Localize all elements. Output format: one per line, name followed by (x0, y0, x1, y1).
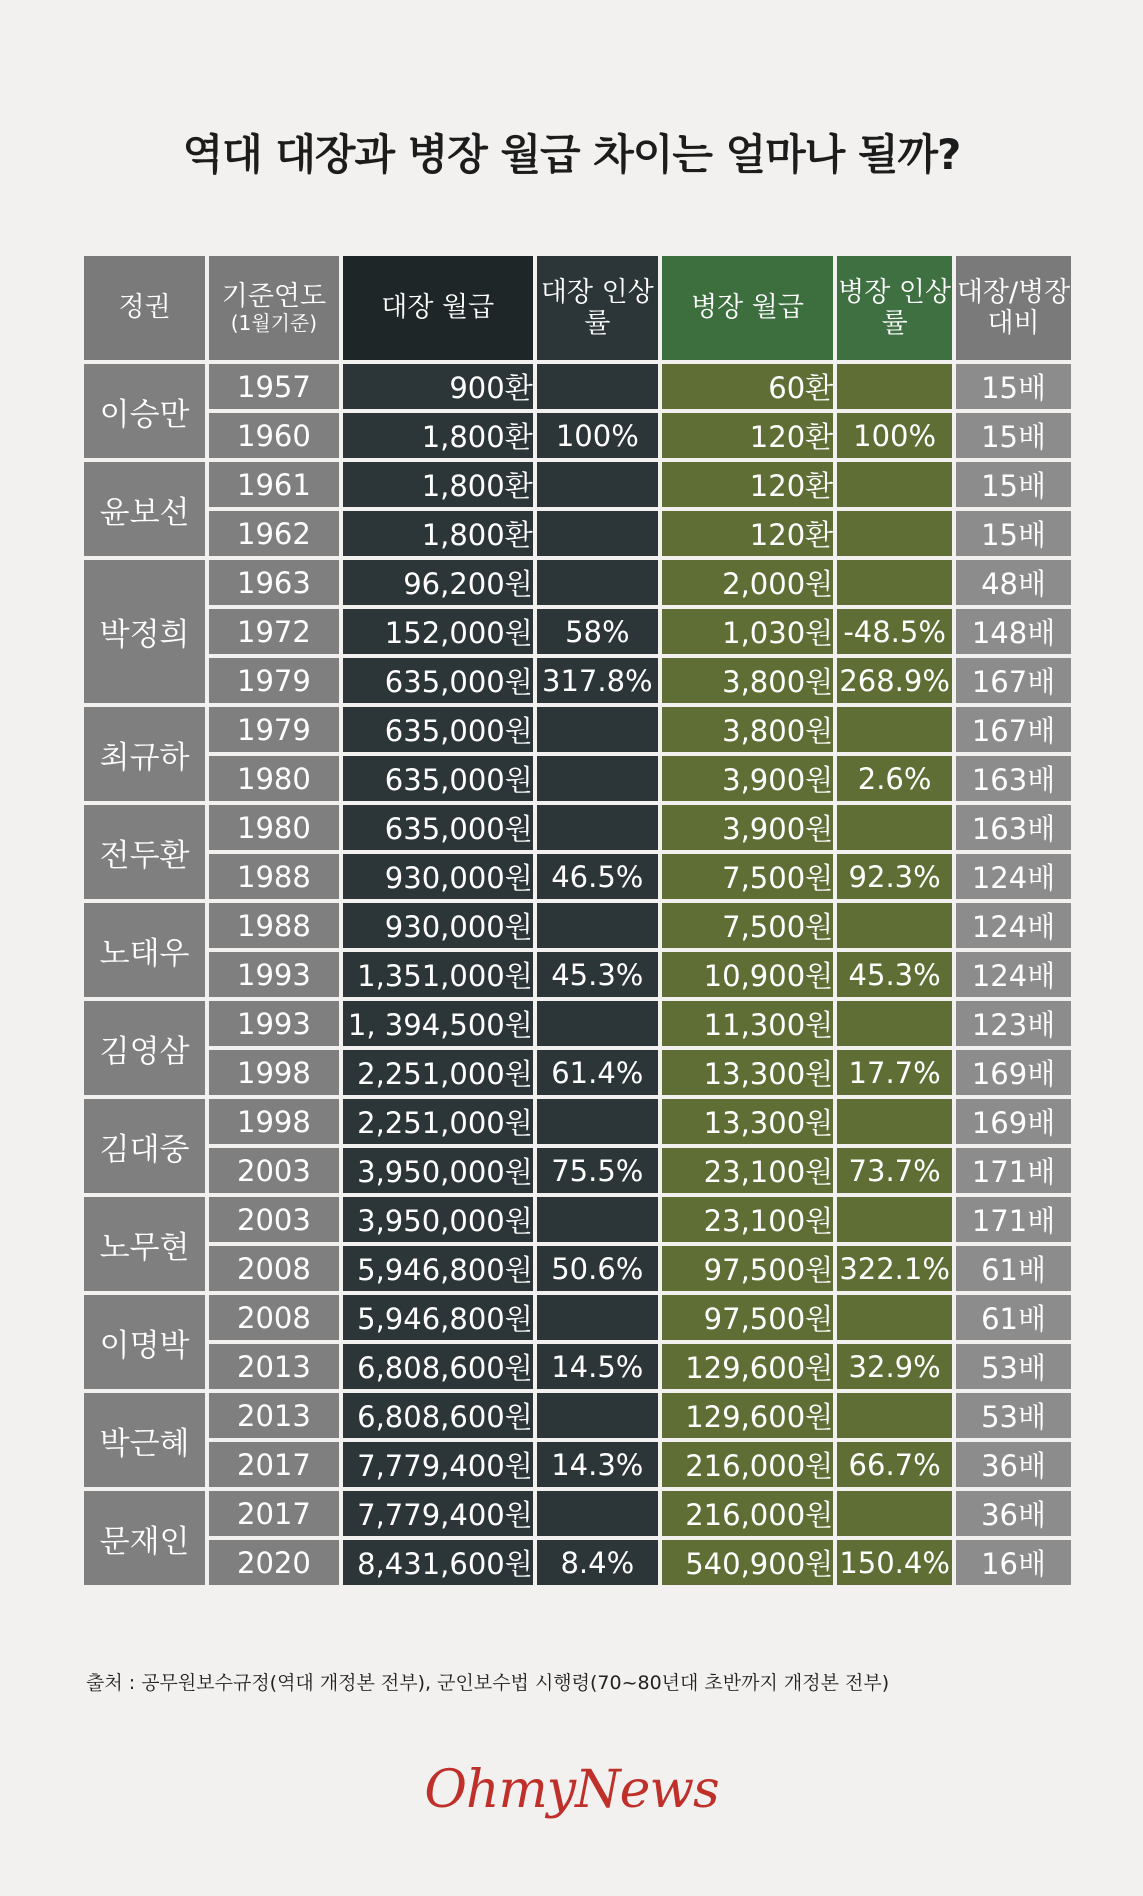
private-salary-cell: 129,600원 (662, 1393, 833, 1438)
header-general-rate: 대장 인상률 (537, 256, 658, 360)
year-cell: 2017 (209, 1442, 339, 1487)
general-rate-cell (537, 756, 658, 801)
general-salary-cell: 8,431,600원 (343, 1540, 533, 1585)
private-salary-cell: 10,900원 (662, 952, 833, 997)
general-salary-cell: 2,251,000원 (343, 1050, 533, 1095)
general-rate-cell (537, 903, 658, 948)
salary-table (80, 252, 1075, 1589)
table-row (84, 707, 1071, 752)
private-salary-cell: 13,300원 (662, 1099, 833, 1144)
general-rate-cell: 14.5% (537, 1344, 658, 1389)
table-row (84, 364, 1071, 409)
private-salary-cell: 1,030원 (662, 609, 833, 654)
year-cell: 2013 (209, 1344, 339, 1389)
table-row (84, 1246, 1071, 1291)
general-salary-cell: 900환 (343, 364, 533, 409)
general-rate-cell (537, 560, 658, 605)
private-salary-cell: 3,800원 (662, 658, 833, 703)
table-row (84, 1001, 1071, 1046)
private-salary-cell: 120환 (662, 462, 833, 507)
ratio-cell: 163배 (956, 756, 1071, 801)
private-rate-cell: 100% (837, 413, 952, 458)
general-rate-cell (537, 1491, 658, 1536)
general-rate-cell: 100% (537, 413, 658, 458)
general-salary-cell: 6,808,600원 (343, 1344, 533, 1389)
private-rate-cell (837, 511, 952, 556)
year-cell: 1998 (209, 1099, 339, 1144)
table-row (84, 1099, 1071, 1144)
year-cell: 1962 (209, 511, 339, 556)
general-salary-cell: 1, 394,500원 (343, 1001, 533, 1046)
ratio-cell: 123배 (956, 1001, 1071, 1046)
general-rate-cell (537, 707, 658, 752)
year-cell: 1972 (209, 609, 339, 654)
general-salary-cell: 5,946,800원 (343, 1246, 533, 1291)
ratio-cell: 148배 (956, 609, 1071, 654)
private-rate-cell (837, 1295, 952, 1340)
year-cell: 1988 (209, 854, 339, 899)
table-row (84, 756, 1071, 801)
header-year: 기준연도 (1월기준) (209, 256, 339, 360)
table-row (84, 1295, 1071, 1340)
private-salary-cell: 216,000원 (662, 1442, 833, 1487)
ratio-cell: 15배 (956, 462, 1071, 507)
year-cell: 1979 (209, 658, 339, 703)
ratio-cell: 48배 (956, 560, 1071, 605)
table-row (84, 805, 1071, 850)
private-salary-cell: 11,300원 (662, 1001, 833, 1046)
table-row (84, 903, 1071, 948)
year-cell: 1961 (209, 462, 339, 507)
private-salary-cell: 97,500원 (662, 1295, 833, 1340)
year-cell: 1979 (209, 707, 339, 752)
private-salary-cell: 216,000원 (662, 1491, 833, 1536)
ratio-cell: 167배 (956, 658, 1071, 703)
general-rate-cell (537, 1001, 658, 1046)
private-salary-cell: 540,900원 (662, 1540, 833, 1585)
general-salary-cell: 6,808,600원 (343, 1393, 533, 1438)
ohmynews-logo: OhmyNews (424, 1760, 719, 1820)
ratio-cell: 36배 (956, 1491, 1071, 1536)
ratio-cell: 36배 (956, 1442, 1071, 1487)
table-row (84, 462, 1071, 507)
header-private-salary: 병장 월급 (662, 256, 833, 360)
general-salary-cell: 635,000원 (343, 658, 533, 703)
private-salary-cell: 3,800원 (662, 707, 833, 752)
general-rate-cell (537, 805, 658, 850)
table-row (84, 1148, 1071, 1193)
regime-cell: 김영삼 (84, 1001, 205, 1095)
private-salary-cell: 120환 (662, 511, 833, 556)
table-header-row (84, 256, 1071, 360)
private-rate-cell (837, 1393, 952, 1438)
general-salary-cell: 1,800환 (343, 511, 533, 556)
year-cell: 1957 (209, 364, 339, 409)
year-cell: 2008 (209, 1246, 339, 1291)
private-salary-cell: 120환 (662, 413, 833, 458)
ratio-cell: 61배 (956, 1295, 1071, 1340)
year-cell: 2003 (209, 1197, 339, 1242)
general-rate-cell: 61.4% (537, 1050, 658, 1095)
general-rate-cell: 75.5% (537, 1148, 658, 1193)
private-rate-cell: 45.3% (837, 952, 952, 997)
year-cell: 1960 (209, 413, 339, 458)
table-row (84, 1442, 1071, 1487)
ratio-cell: 169배 (956, 1050, 1071, 1095)
regime-cell: 문재인 (84, 1491, 205, 1585)
private-rate-cell: 2.6% (837, 756, 952, 801)
table-row (84, 560, 1071, 605)
private-salary-cell: 7,500원 (662, 903, 833, 948)
regime-cell: 노태우 (84, 903, 205, 997)
year-cell: 2020 (209, 1540, 339, 1585)
table-row (84, 1540, 1071, 1585)
regime-cell: 김대중 (84, 1099, 205, 1193)
table-row (84, 511, 1071, 556)
private-rate-cell (837, 1099, 952, 1144)
private-rate-cell: -48.5% (837, 609, 952, 654)
private-salary-cell: 60환 (662, 364, 833, 409)
general-rate-cell (537, 1197, 658, 1242)
table-row (84, 1393, 1071, 1438)
private-salary-cell: 129,600원 (662, 1344, 833, 1389)
private-rate-cell: 92.3% (837, 854, 952, 899)
year-cell: 2013 (209, 1393, 339, 1438)
regime-cell: 전두환 (84, 805, 205, 899)
private-rate-cell (837, 462, 952, 507)
private-rate-cell: 268.9% (837, 658, 952, 703)
regime-cell: 윤보선 (84, 462, 205, 556)
ratio-cell: 163배 (956, 805, 1071, 850)
private-salary-cell: 7,500원 (662, 854, 833, 899)
header-ratio: 대장/병장 대비 (956, 256, 1071, 360)
year-cell: 2008 (209, 1295, 339, 1340)
private-rate-cell (837, 1197, 952, 1242)
general-rate-cell (537, 462, 658, 507)
private-salary-cell: 13,300원 (662, 1050, 833, 1095)
general-rate-cell (537, 1099, 658, 1144)
private-rate-cell: 322.1% (837, 1246, 952, 1291)
private-salary-cell: 23,100원 (662, 1148, 833, 1193)
regime-cell: 노무현 (84, 1197, 205, 1291)
ratio-cell: 169배 (956, 1099, 1071, 1144)
table-row (84, 1197, 1071, 1242)
regime-cell: 이승만 (84, 364, 205, 458)
general-rate-cell (537, 1295, 658, 1340)
private-rate-cell (837, 364, 952, 409)
ratio-cell: 171배 (956, 1148, 1071, 1193)
ratio-cell: 53배 (956, 1344, 1071, 1389)
regime-cell: 이명박 (84, 1295, 205, 1389)
general-salary-cell: 1,800환 (343, 462, 533, 507)
year-cell: 1963 (209, 560, 339, 605)
general-salary-cell: 152,000원 (343, 609, 533, 654)
private-rate-cell: 17.7% (837, 1050, 952, 1095)
general-salary-cell: 1,800환 (343, 413, 533, 458)
table-row (84, 1491, 1071, 1536)
ratio-cell: 15배 (956, 364, 1071, 409)
private-rate-cell: 73.7% (837, 1148, 952, 1193)
table-row (84, 952, 1071, 997)
general-salary-cell: 3,950,000원 (343, 1148, 533, 1193)
regime-cell: 최규하 (84, 707, 205, 801)
header-regime: 정권 (84, 256, 205, 360)
general-salary-cell: 96,200원 (343, 560, 533, 605)
general-rate-cell (537, 1393, 658, 1438)
regime-cell: 박근혜 (84, 1393, 205, 1487)
general-salary-cell: 7,779,400원 (343, 1491, 533, 1536)
ratio-cell: 171배 (956, 1197, 1071, 1242)
general-rate-cell: 14.3% (537, 1442, 658, 1487)
general-rate-cell: 8.4% (537, 1540, 658, 1585)
private-rate-cell (837, 805, 952, 850)
header-general-salary: 대장 월급 (343, 256, 533, 360)
table-row (84, 1344, 1071, 1389)
year-cell: 1993 (209, 952, 339, 997)
table-row (84, 854, 1071, 899)
general-rate-cell (537, 364, 658, 409)
general-rate-cell: 45.3% (537, 952, 658, 997)
general-rate-cell (537, 511, 658, 556)
general-rate-cell: 58% (537, 609, 658, 654)
year-cell: 1988 (209, 903, 339, 948)
header-private-rate: 병장 인상률 (837, 256, 952, 360)
ratio-cell: 53배 (956, 1393, 1071, 1438)
page-title: 역대 대장과 병장 월급 차이는 얼마나 될까? (182, 130, 961, 179)
ratio-cell: 124배 (956, 854, 1071, 899)
general-rate-cell: 317.8% (537, 658, 658, 703)
private-rate-cell: 32.9% (837, 1344, 952, 1389)
table-row (84, 413, 1071, 458)
general-rate-cell: 46.5% (537, 854, 658, 899)
general-salary-cell: 930,000원 (343, 854, 533, 899)
private-rate-cell (837, 707, 952, 752)
general-salary-cell: 2,251,000원 (343, 1099, 533, 1144)
general-salary-cell: 7,779,400원 (343, 1442, 533, 1487)
header-year-sub: (1월기준) (230, 311, 318, 336)
private-rate-cell (837, 1491, 952, 1536)
private-rate-cell: 150.4% (837, 1540, 952, 1585)
year-cell: 1998 (209, 1050, 339, 1095)
year-cell: 1993 (209, 1001, 339, 1046)
private-salary-cell: 3,900원 (662, 805, 833, 850)
ratio-cell: 167배 (956, 707, 1071, 752)
ratio-cell: 16배 (956, 1540, 1071, 1585)
ratio-cell: 124배 (956, 903, 1071, 948)
private-salary-cell: 23,100원 (662, 1197, 833, 1242)
general-salary-cell: 1,351,000원 (343, 952, 533, 997)
general-salary-cell: 5,946,800원 (343, 1295, 533, 1340)
year-cell: 1980 (209, 756, 339, 801)
ratio-cell: 15배 (956, 413, 1071, 458)
general-salary-cell: 635,000원 (343, 707, 533, 752)
table-row (84, 609, 1071, 654)
source-note: 출처 : 공무원보수규정(역대 개정본 전부), 군인보수법 시행령(70~80년대 초반까지 개정본 전부) (86, 1672, 890, 1694)
table-row (84, 658, 1071, 703)
ratio-cell: 15배 (956, 511, 1071, 556)
table-row (84, 1050, 1071, 1095)
ratio-cell: 124배 (956, 952, 1071, 997)
private-rate-cell (837, 1001, 952, 1046)
general-salary-cell: 635,000원 (343, 805, 533, 850)
general-salary-cell: 3,950,000원 (343, 1197, 533, 1242)
year-cell: 2017 (209, 1491, 339, 1536)
private-salary-cell: 3,900원 (662, 756, 833, 801)
private-rate-cell: 66.7% (837, 1442, 952, 1487)
general-salary-cell: 930,000원 (343, 903, 533, 948)
private-rate-cell (837, 903, 952, 948)
private-salary-cell: 2,000원 (662, 560, 833, 605)
year-cell: 2003 (209, 1148, 339, 1193)
year-cell: 1980 (209, 805, 339, 850)
regime-cell: 박정희 (84, 560, 205, 703)
table-body (84, 364, 1071, 1585)
private-rate-cell (837, 560, 952, 605)
general-rate-cell: 50.6% (537, 1246, 658, 1291)
general-salary-cell: 635,000원 (343, 756, 533, 801)
ratio-cell: 61배 (956, 1246, 1071, 1291)
private-salary-cell: 97,500원 (662, 1246, 833, 1291)
